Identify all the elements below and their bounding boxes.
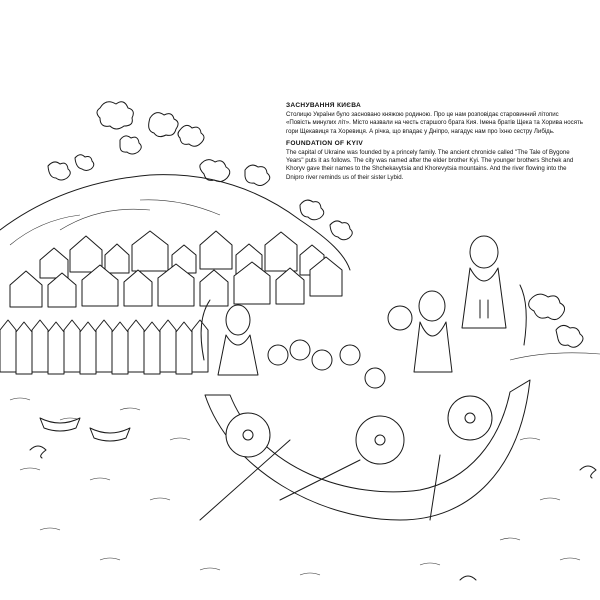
small-boats-icon	[40, 418, 130, 441]
section-body-en: The capital of Ukraine was founded by a princely family. The ancient chronicle called "The Tale of Bygone Years" puts it as follows. The city was named after the elder brother Kyi. The younger brothers Shchek and Khoryv gave their names to the Shchekavytsia and Khorevytsia mountains. And the river flowing into the Dnipro river reminds us of their sister Lybid.	[286, 149, 574, 181]
right-bank-trees-icon	[510, 294, 600, 360]
section-heading-en: FOUNDATION OF KYIV	[286, 139, 364, 147]
section-body-uk: Столицю України було засновано княжою родиною. Про це нам розповідає старовинний літопис «Повість минулих літ». Місто назвали на честь старшого брата Кия. Імена братів Щека та Хорива носять гори Щекавиця та Хоревиця. А річка, що впадає у Дніпро, нагадує нам про їхню сестру Либідь.	[286, 111, 583, 135]
village-houses-icon	[10, 231, 342, 307]
section-heading-uk: ЗАСНУВАННЯ КИЄВА	[286, 102, 362, 109]
story-text	[286, 102, 584, 186]
wooden-palisade-icon	[0, 320, 208, 374]
